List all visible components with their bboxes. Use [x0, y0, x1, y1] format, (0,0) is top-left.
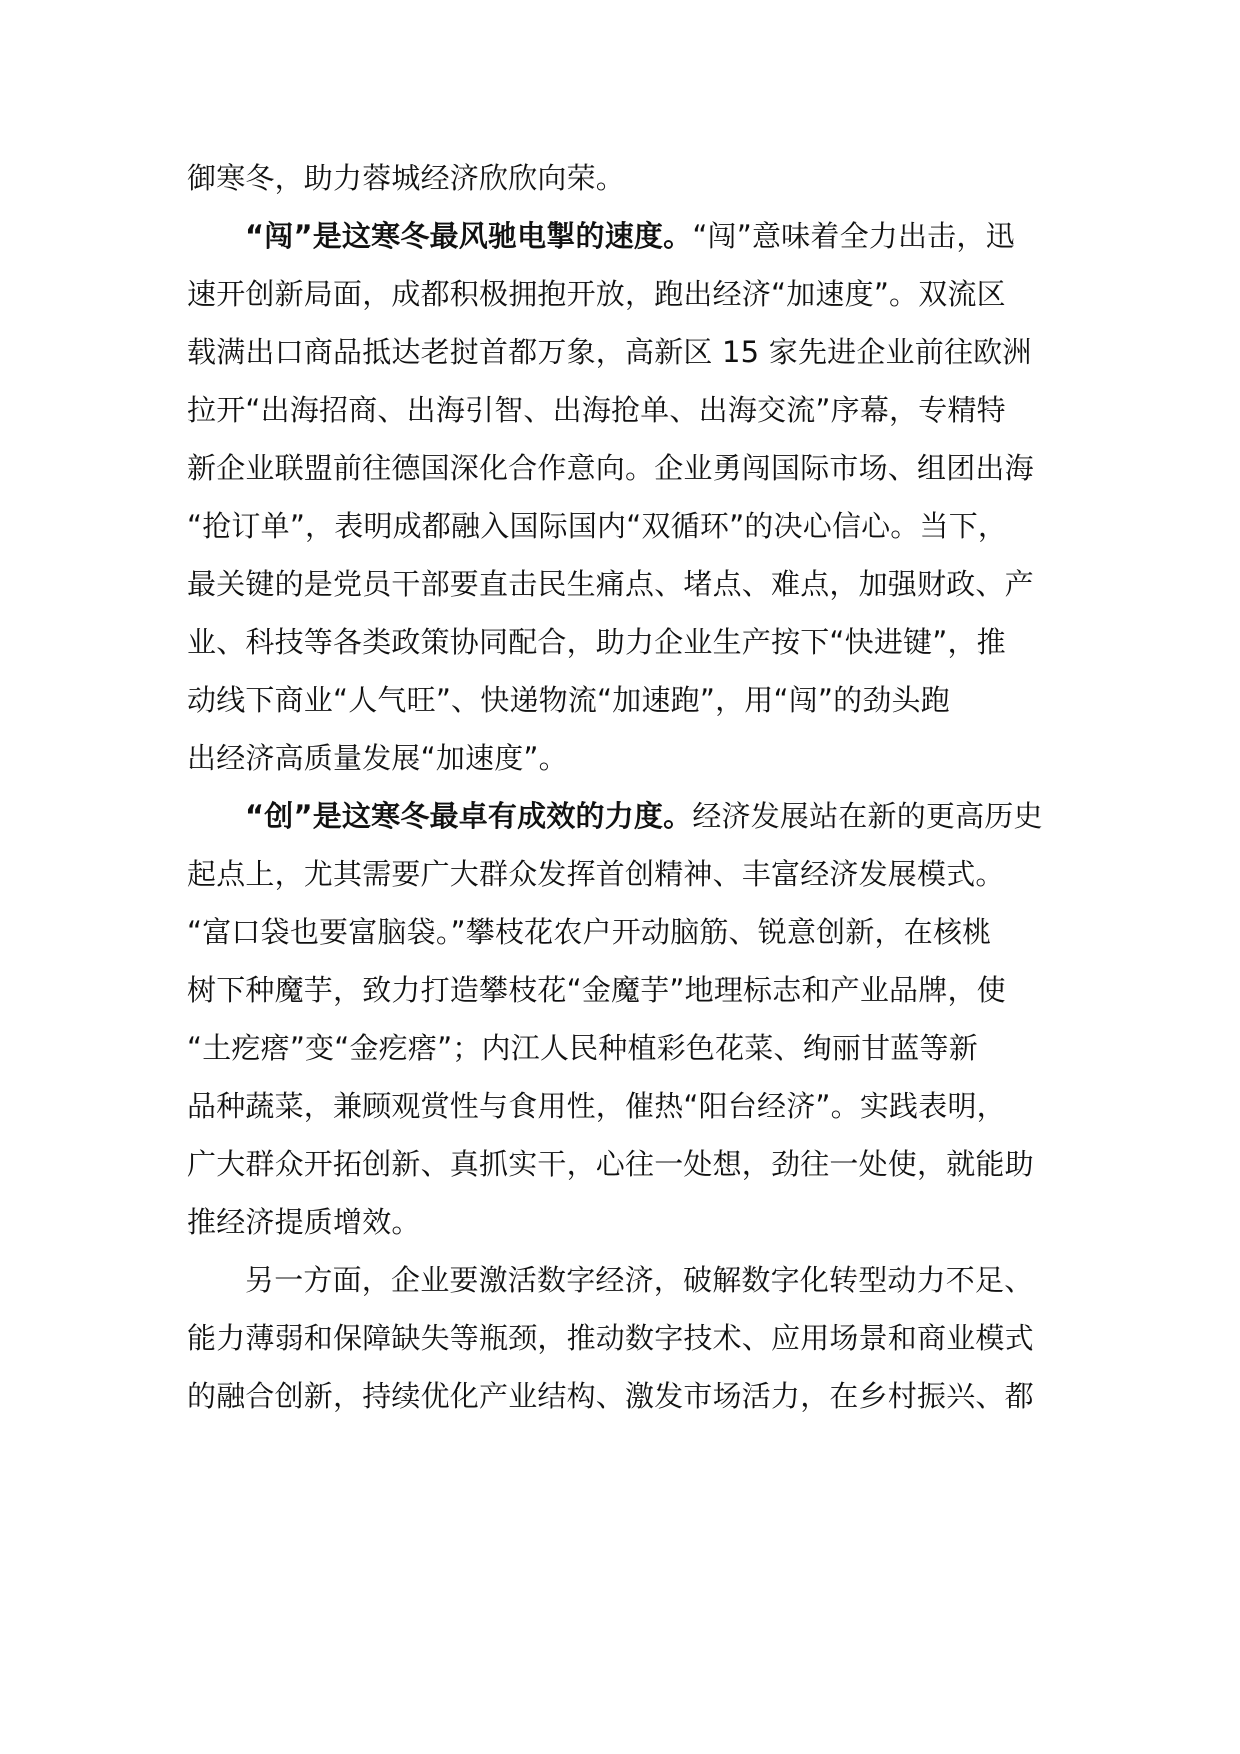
line-text: “土疙瘩”变“金疙瘩”；内江人民种植彩色花菜、绚丽甘蓝等新 — [187, 1031, 978, 1065]
text-line — [187, 1138, 1087, 1190]
line-text: 广大群众开拓创新、真抓实干，心往一处想，劲往一处使，就能助 — [187, 1147, 1034, 1181]
text-line — [187, 500, 1087, 552]
section-heading: “闯”是这寒冬最风驰电掣的速度。 — [245, 219, 693, 253]
section-heading: “创”是这寒冬最卓有成效的力度。 — [245, 799, 693, 833]
paragraph-first-line — [245, 790, 1145, 842]
line-text: 御寒冬，助力蓉城经济欣欣向荣。 — [187, 161, 626, 195]
line-text: 业、科技等各类政策协同配合，助力企业生产按下“快进键”，推 — [187, 625, 1006, 659]
text-line — [187, 558, 1087, 610]
text-line — [187, 442, 1087, 494]
line-text: 树下种魔芋，致力打造攀枝花“金魔芋”地理标志和产业品牌，使 — [187, 973, 1006, 1007]
text-line — [187, 326, 1087, 378]
line-text: 起点上，尤其需要广大群众发挥首创精神、丰富经济发展模式。 — [187, 857, 1005, 891]
line-text: 动线下商业“人气旺”、快递物流“加速跑”，用“闯”的劲头跑 — [187, 683, 950, 717]
text-line — [187, 848, 1087, 900]
text-line — [187, 616, 1087, 668]
line-text: 品种蔬菜，兼顾观赏性与食用性，催热“阳台经济”。实践表明， — [187, 1089, 1006, 1123]
text-line — [187, 384, 1087, 436]
line-text: 最关键的是党员干部要直击民生痛点、堵点、难点，加强财政、产 — [187, 567, 1034, 601]
text-line — [187, 1022, 1087, 1074]
text-line — [187, 1312, 1087, 1364]
text-line — [187, 674, 1087, 726]
line-text: “富口袋也要富脑袋。”攀枝花农户开动脑筋、锐意创新，在核桃 — [187, 915, 992, 949]
line-text: 拉开“出海招商、出海引智、出海抢单、出海交流”序幕，专精特 — [187, 393, 1006, 427]
line-text: 新企业联盟前往德国深化合作意向。企业勇闯国际市场、组团出海 — [187, 451, 1034, 485]
line-text: 的融合创新，持续优化产业结构、激发市场活力，在乡村振兴、都 — [187, 1379, 1034, 1413]
text-line — [187, 152, 1087, 204]
line-text: 能力薄弱和保障缺失等瓶颈，推动数字技术、应用场景和商业模式 — [187, 1321, 1034, 1355]
paragraph-first-line — [245, 1254, 1145, 1306]
line-text: 载满出口商品抵达老挝首都万象，高新区 15 家先进企业前往欧洲 — [187, 335, 1032, 369]
text-line — [187, 732, 1087, 784]
text-line — [187, 1196, 1087, 1248]
line-text: “闯”意味着全力出击，迅 — [692, 219, 1015, 253]
text-line — [187, 268, 1087, 320]
line-text: 另一方面，企业要激活数字经济，破解数字化转型动力不足、 — [245, 1263, 1034, 1297]
line-text: 出经济高质量发展“加速度”。 — [187, 741, 568, 775]
paragraph-first-line — [245, 210, 1145, 262]
line-text: 经济发展站在新的更高历史 — [692, 799, 1043, 833]
text-line — [187, 1370, 1087, 1422]
text-line — [187, 964, 1087, 1016]
line-text: 推经济提质增效。 — [187, 1205, 421, 1239]
text-line — [187, 1080, 1087, 1132]
line-text: “抢订单”，表明成都融入国际国内“双循环”的决心信心。当下， — [187, 509, 1008, 543]
line-text: 速开创新局面，成都积极拥抱开放，跑出经济“加速度”。双流区 — [187, 277, 1006, 311]
text-line — [187, 906, 1087, 958]
